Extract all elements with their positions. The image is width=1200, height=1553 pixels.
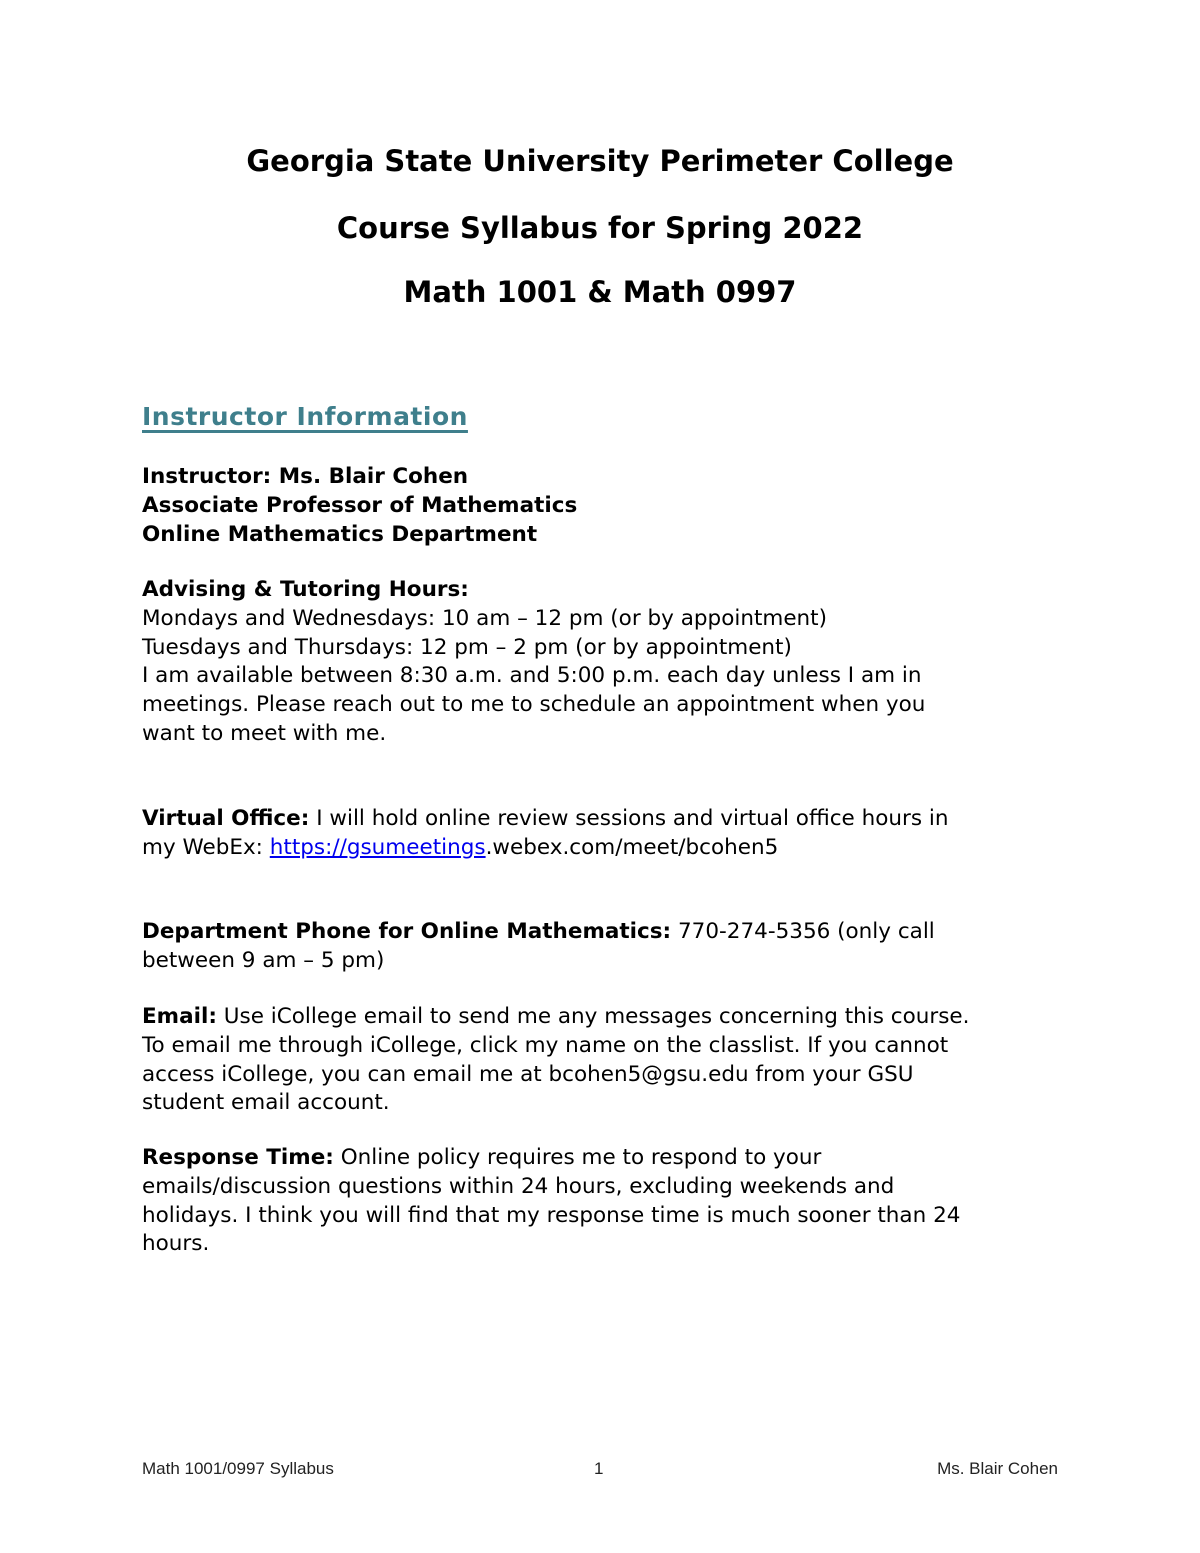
response-label: Response Time: bbox=[142, 1145, 334, 1170]
response-line: emails/discussion questions within 24 hours, excluding weekends and bbox=[142, 1173, 895, 1199]
response-line: holidays. I think you will find that my response time is much sooner than 24 bbox=[142, 1202, 961, 1228]
syllabus-title: Course Syllabus for Spring 2022 bbox=[336, 211, 864, 245]
webex-suffix: .webex.com/meet/bcohen5 bbox=[485, 834, 779, 860]
advising-block bbox=[142, 576, 925, 749]
phone-block bbox=[142, 918, 935, 976]
response-line: hours. bbox=[142, 1231, 210, 1257]
webex-link[interactable]: https://gsumeetings bbox=[269, 834, 486, 860]
instructor-rank: Associate Professor of Mathematics bbox=[142, 492, 578, 518]
email-block bbox=[142, 1003, 970, 1118]
instructor-block bbox=[142, 463, 577, 549]
phone-text: 770-274-5356 (only call bbox=[671, 919, 935, 944]
webex-prefix: my WebEx: bbox=[142, 834, 270, 860]
email-line: access iCollege, you can email me at bcohen5@gsu.edu from your GSU bbox=[142, 1061, 914, 1087]
response-block bbox=[142, 1144, 960, 1259]
advising-line: Tuesdays and Thursdays: 12 pm – 2 pm (or by appointment) bbox=[142, 634, 792, 660]
advising-line: I am available between 8:30 a.m. and 5:00 p.m. each day unless I am in bbox=[142, 663, 922, 689]
page-number: 1 bbox=[594, 1459, 604, 1478]
advising-line: meetings. Please reach out to me to schedule an appointment when you bbox=[142, 692, 926, 718]
instructor-department: Online Mathematics Department bbox=[142, 521, 538, 547]
virtual-office-label: Virtual Office: bbox=[142, 806, 310, 831]
footer-left: Math 1001/0997 Syllabus bbox=[142, 1459, 334, 1478]
advising-line: want to meet with me. bbox=[142, 720, 387, 746]
email-label: Email: bbox=[142, 1004, 217, 1029]
email-line: student email account. bbox=[142, 1090, 390, 1116]
response-text: Online policy requires me to respond to your bbox=[333, 1145, 822, 1170]
instructor-name: Instructor: Ms. Blair Cohen bbox=[142, 464, 469, 489]
phone-hours: between 9 am – 5 pm) bbox=[142, 947, 385, 973]
email-line: To email me through iCollege, click my name on the classlist. If you cannot bbox=[142, 1032, 949, 1058]
advising-line: Mondays and Wednesdays: 10 am – 12 pm (or by appointment) bbox=[142, 605, 827, 631]
section-heading: Instructor Information bbox=[142, 402, 468, 431]
footer-right: Ms. Blair Cohen bbox=[937, 1459, 1058, 1478]
advising-label: Advising & Tutoring Hours: bbox=[142, 577, 469, 602]
virtual-office-block bbox=[142, 805, 949, 863]
email-text: Use iCollege email to send me any messages concerning this course. bbox=[216, 1004, 970, 1029]
virtual-office-text: I will hold online review sessions and virtual office hours in bbox=[309, 806, 949, 831]
course-title: Math 1001 & Math 0997 bbox=[403, 275, 797, 309]
college-title: Georgia State University Perimeter College bbox=[246, 144, 954, 178]
phone-label: Department Phone for Online Mathematics: bbox=[142, 919, 672, 944]
